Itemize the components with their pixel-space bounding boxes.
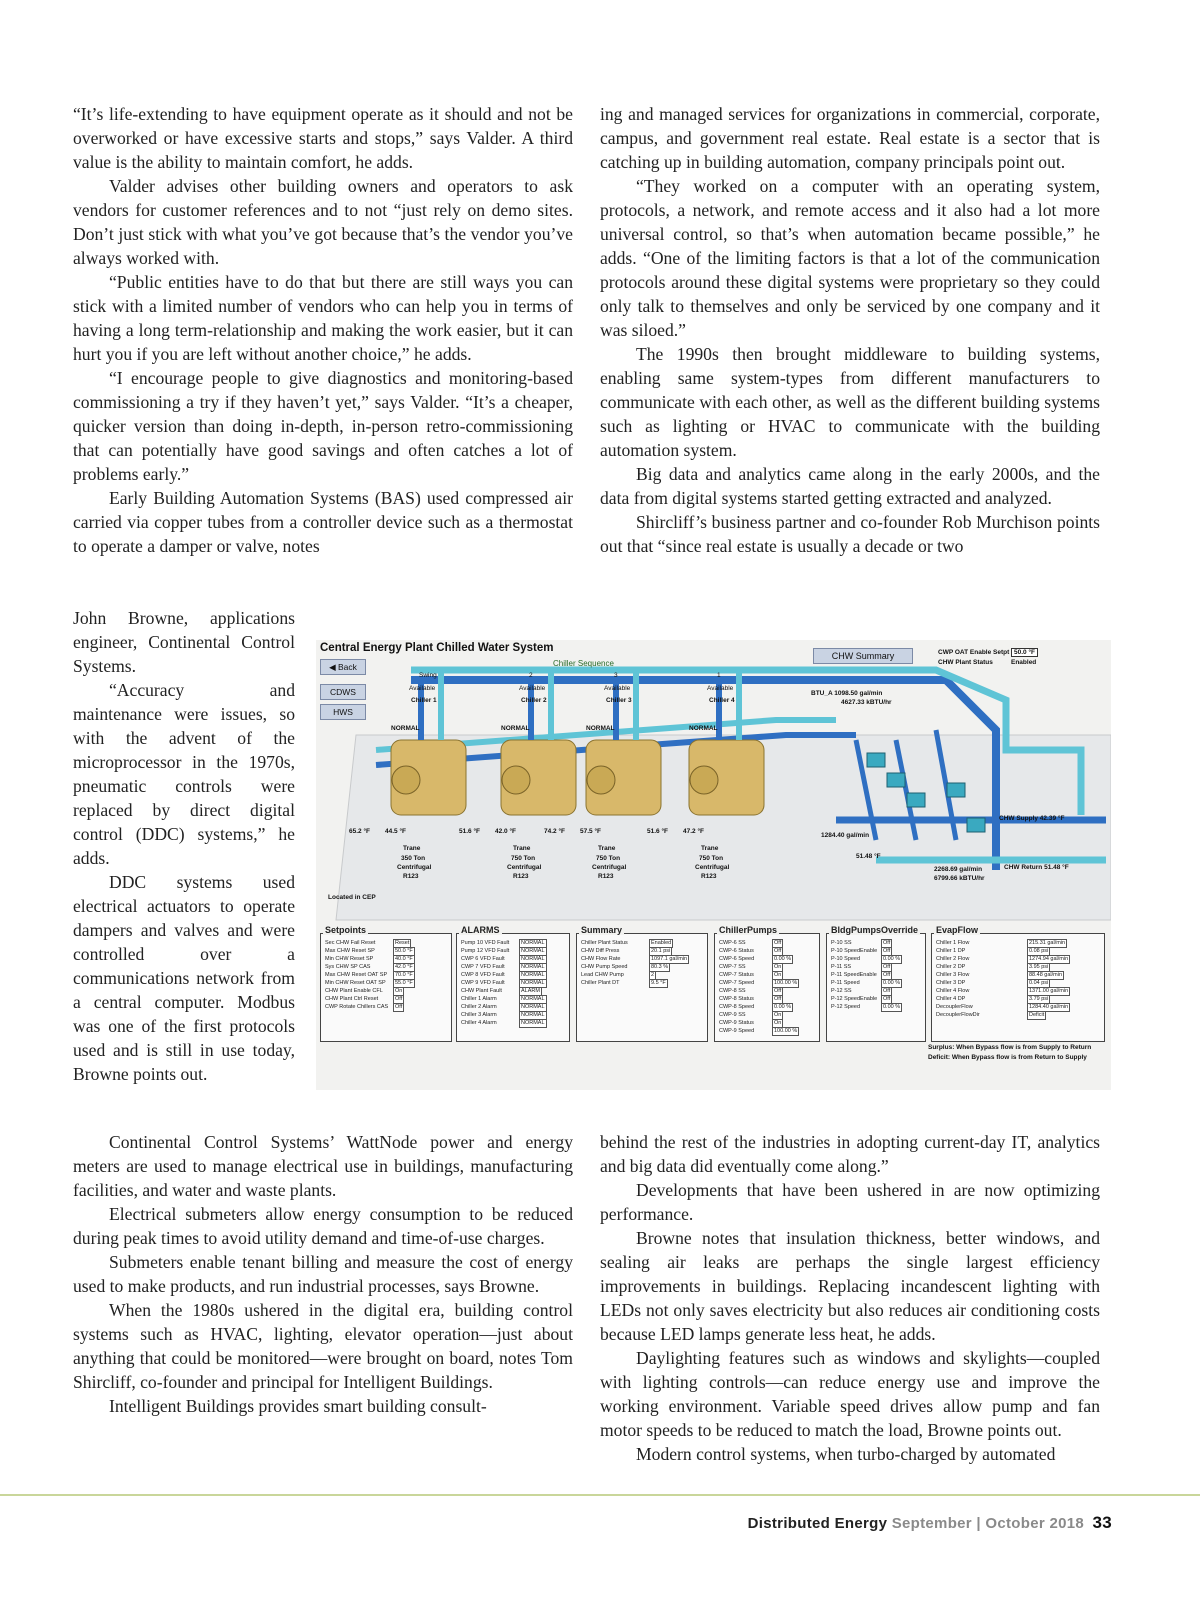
panel-row-label: P-11 SS — [831, 964, 852, 970]
chiller-status: NORMAL — [689, 725, 718, 732]
panel-row-label: CWP-7 Speed — [719, 980, 755, 986]
panel-row-label: Chiller 4 DP — [936, 996, 966, 1002]
paragraph: John Browne, applications engineer, Continental Control Systems. — [73, 608, 295, 676]
paragraph: Continental Control Systems’ WattNode power and energy meters are used to manage electrical use in buildings, manufacturing facilities, and water and waste plants. — [73, 1132, 573, 1200]
panel-row-label: P-10 Speed — [831, 956, 861, 962]
panel-row-value[interactable]: 0.08 psi — [1029, 948, 1049, 954]
chiller-refrigerant: R123 — [701, 873, 717, 880]
paragraph: behind the rest of the industries in adopting current-day IT, analytics and big data did eventually come along.” — [600, 1132, 1100, 1176]
panel-row-value[interactable]: NORMAL — [521, 1004, 545, 1010]
panel-row-label: CWP-9 Speed — [719, 1028, 755, 1034]
panel-summary — [576, 925, 708, 1042]
panel-row-label: CWP-6 Speed — [719, 956, 755, 962]
panel-row-label: Chiller 3 Alarm — [461, 1012, 497, 1018]
paragraph: “Public entities have to do that but there are still ways you can stick with a limited number of vendors who can help you in terms of having a long term-relationship and making the work easier, but it can hurt you if you are left without another choice,” he adds. — [73, 272, 573, 364]
paragraph: Shircliff’s business partner and co-founder Rob Murchison points out that “since real estate is usually a decade or two — [600, 512, 1100, 556]
panel-title: Summary — [581, 925, 623, 935]
hws-button[interactable]: HWS — [320, 704, 366, 720]
panel-row-label: P-12 SS — [831, 988, 852, 994]
pump-unit — [907, 793, 925, 807]
panel-row-label: Chiller 1 DP — [936, 948, 966, 954]
panel-row-value[interactable]: 70.0 °F — [395, 972, 413, 978]
panel-setpoints — [320, 925, 452, 1042]
paragraph: Early Building Automation Systems (BAS) used compressed air carried via copper tubes from a controller device such as a thermostat to operate a damper or valve, notes — [73, 488, 573, 556]
panel-row-value[interactable]: 9.5 °F — [651, 980, 666, 986]
panel-row-value[interactable]: Deficit — [1029, 1012, 1045, 1018]
panel-row-label: CWP 9 VFD Fault — [461, 980, 505, 986]
panel-row-value[interactable]: 55.0 °F — [395, 980, 413, 986]
panel-row-value[interactable]: 88.48 gal/min — [1029, 972, 1063, 978]
panel-row-label: CHW Plant Enable CFL — [325, 988, 383, 994]
panel-row-label: Max CHW Reset SP — [325, 948, 375, 954]
panel-row-value[interactable]: 100.00 % — [774, 980, 798, 986]
paragraph: Developments that have been ushered in are now optimizing performance. — [600, 1180, 1100, 1224]
panel-row-label: CWP Rotate Chillers CAS — [325, 1004, 389, 1010]
panel-row-value[interactable]: 3.79 psi — [1029, 996, 1049, 1002]
paragraph: “Accuracy and maintenance were issues, so with the advent of the microprocessor in the 1970s, pneumatic controls were replaced by direct digital control (DDC) systems,” he adds. — [73, 680, 295, 868]
panel-row-label: Chiller 4 Flow — [936, 988, 970, 994]
panel-row-label: Pump 10 VFD Fault — [461, 940, 510, 946]
chiller-status: NORMAL — [501, 725, 530, 732]
panel-row-value[interactable]: 20.1 psi — [651, 948, 671, 954]
panel-row-label: CWP-6 SS — [719, 940, 746, 946]
panel-evapflow — [931, 925, 1105, 1042]
chiller-name: Chiller 4 — [709, 697, 735, 704]
panel-row-value[interactable]: 40.0 °F — [395, 956, 413, 962]
panel-row-label: CWP-8 SS — [719, 988, 746, 994]
panel-row-value[interactable]: 0.04 psi — [1029, 980, 1049, 986]
chiller-tons: 750 Ton — [596, 855, 621, 862]
article-column-right-top — [600, 102, 1100, 558]
panel-row-label: Sec CHW Fail Reset — [325, 940, 376, 946]
panel-row-value[interactable]: Off — [883, 964, 891, 970]
panel-row-value[interactable]: NORMAL — [521, 996, 545, 1002]
chw-return-label: CHW Return 51.48 °F — [1004, 864, 1069, 871]
paragraph: Intelligent Buildings provides smart building consult- — [109, 1396, 487, 1416]
chiller-refrigerant: R123 — [513, 873, 529, 880]
panel-row-value[interactable]: Off — [774, 948, 782, 954]
pump-unit — [867, 753, 885, 767]
chiller-temp-out: 42.0 °F — [495, 828, 517, 835]
panel-row-label: CHW Plant Fault — [461, 988, 502, 994]
plant-status-label: CHW Plant Status — [938, 659, 993, 666]
panel-row-label: Chiller Plant Status — [581, 940, 628, 946]
footer-rule — [0, 1494, 1200, 1496]
paragraph: Browne notes that insulation thickness, better windows, and sealing air leaks are perhaps the single largest efficiency improvements in buildings. Replacing incandescent lighting with LEDs not only saves electricity but also reduces air conditioning costs because LED lamps generate less heat, he adds. — [600, 1228, 1100, 1344]
panel-row-value[interactable]: On — [774, 1012, 782, 1018]
panel-row-label: CWP-7 Status — [719, 972, 754, 978]
chiller-temp-out: 57.5 °F — [580, 828, 602, 835]
return-flow-label: 2268.69 gal/min — [934, 866, 983, 873]
paragraph: DDC systems used electrical actuators to operate dampers and valves and were controlled over a communications network from a central computer. Modbus was one of the first protocols used and is still in use today, Browne points out. — [73, 872, 295, 1084]
oat-setpt-label: CWP OAT Enable Setpt — [938, 649, 1010, 656]
chiller-tons: 350 Ton — [401, 855, 426, 862]
page-number: 33 — [1092, 1513, 1112, 1532]
panel-row-value[interactable]: Off — [774, 940, 782, 946]
panel-row-value[interactable]: 2 — [651, 972, 655, 978]
panel-row-value[interactable]: 42.0 °F — [395, 964, 413, 970]
article-column-left-bottom — [73, 1130, 573, 1418]
panel-row-label: CWP-8 Status — [719, 996, 754, 1002]
panel-row-value[interactable]: Enabled — [651, 940, 672, 946]
panel-row-label: CWP 7 VFD Fault — [461, 964, 505, 970]
panel-row-value[interactable]: 0.00 % — [883, 956, 901, 962]
panel-bldgpumpsoverride — [826, 925, 926, 1042]
paragraph: Valder advises other building owners and operators to ask vendors for customer references and to not “just rely on demo sites. Don’t just stick with what you’ve got because that’s the vendor you’ve always worked with. — [73, 176, 573, 268]
chiller-tons: 750 Ton — [511, 855, 536, 862]
panel-row-value[interactable]: 0.00 % — [774, 956, 792, 962]
chiller-status: NORMAL — [391, 725, 420, 732]
chw-supply-label: CHW Supply 42.39 °F — [999, 815, 1065, 822]
cdws-button[interactable]: CDWS — [320, 684, 366, 700]
oat-setpt-value[interactable]: 50.0 °F — [1011, 648, 1038, 657]
page-footer — [748, 1513, 1112, 1533]
panel-row-label: DecouplerFlow — [936, 1004, 973, 1010]
chiller-type: Centrifugal — [507, 864, 542, 871]
panel-title: Setpoints — [325, 925, 367, 935]
panel-row-label: CWP 6 VFD Fault — [461, 956, 505, 962]
chiller-temp-in: 65.2 °F — [349, 828, 371, 835]
panel-row-label: Min CHW Reset OAT SP — [325, 980, 386, 986]
panel-row-value[interactable]: NORMAL — [521, 964, 545, 970]
article-column-narrow — [73, 606, 295, 1086]
panel-row-value[interactable]: Off — [883, 948, 891, 954]
panel-row-value[interactable]: Off — [774, 996, 782, 1002]
panel-row-value[interactable]: 0.00 % — [774, 1004, 792, 1010]
chiller-avail: Available — [707, 685, 734, 692]
chiller-avail: Available — [519, 685, 546, 692]
panel-row-value[interactable]: 50.0 °F — [395, 948, 413, 954]
paragraph: The 1990s then brought middleware to building systems, enabling same system-types from different manufacturers to communicate with each other, as well as the different building systems such as lighting or HVAC to communicate with the building automation system. — [600, 344, 1100, 460]
compressor — [392, 766, 420, 794]
chiller-refrigerant: R123 — [403, 873, 419, 880]
paragraph: Submeters enable tenant billing and measure the cost of energy used to make products, and run industrial processes, says Browne. — [73, 1252, 573, 1296]
panel-row-label: P-12 Speed — [831, 1004, 861, 1010]
paragraph: Modern control systems, when turbo-charged by automated — [636, 1444, 1056, 1464]
panel-row-label: Chiller 1 Alarm — [461, 996, 497, 1002]
magazine-name: Distributed Energy — [747, 1515, 888, 1532]
chiller-refrigerant: R123 — [598, 873, 614, 880]
panel-row-label: Min CHW Reset SP — [325, 956, 374, 962]
panel-row-value[interactable]: NORMAL — [521, 940, 545, 946]
panel-row-value[interactable]: ALARM — [521, 988, 540, 994]
panel-row-value[interactable]: On — [395, 988, 403, 994]
chiller-temp-out: 44.5 °F — [385, 828, 407, 835]
panel-row-label: Pump 12 VFD Fault — [461, 948, 510, 954]
panel-row-label: P-11 Speed — [831, 980, 860, 986]
panel-row-value[interactable]: On — [774, 964, 782, 970]
chiller-name: Chiller 2 — [521, 697, 547, 704]
panel-row-value[interactable]: Off — [395, 996, 403, 1002]
chiller-name: Chiller 1 — [411, 697, 437, 704]
panel-row-value[interactable]: 1284.40 gal/min — [1029, 1004, 1069, 1010]
chiller-make: Trane — [598, 845, 616, 852]
paragraph: Daylighting features such as windows and skylights—coupled with lighting controls—can reduce energy use and improve the working environment. Variable speed drives allow pump and fan motor speeds to be reduced to match the load, Browne points out. — [600, 1348, 1100, 1440]
panel-alarms — [456, 925, 570, 1042]
panel-row-label: Chiller 1 Flow — [936, 940, 970, 946]
chiller-sequence-label: Chiller Sequence — [553, 659, 614, 668]
chiller-tons: 750 Ton — [699, 855, 724, 862]
panel-row-label: Chiller 3 Flow — [936, 972, 970, 978]
panel-row-label: Chiller 3 DP — [936, 980, 966, 986]
panel-row-value[interactable]: Off — [395, 1004, 403, 1010]
panel-row-label: CWP-9 Status — [719, 1020, 754, 1026]
panel-row-label: CHW Pump Speed — [581, 964, 628, 970]
panel-row-value[interactable]: NORMAL — [521, 956, 545, 962]
panel-row-label: Lead CHW Pump — [581, 972, 624, 978]
panel-title: ChillerPumps — [719, 925, 778, 935]
panel-row-value[interactable]: On — [774, 972, 782, 978]
decoupler-flow-label: 1284.40 gal/min — [821, 832, 870, 839]
pump-unit — [887, 773, 905, 787]
pump-unit — [967, 818, 985, 832]
return-energy-label: 6799.66 kBTU/hr — [934, 875, 985, 882]
panel-row-value[interactable]: On — [774, 1020, 782, 1026]
panel-row-label: CWP-7 SS — [719, 964, 746, 970]
panel-row-value[interactable]: Off — [883, 996, 891, 1002]
panel-chillerpumps — [714, 925, 820, 1042]
chiller-temp-in: 51.6 °F — [647, 828, 669, 835]
chiller-avail: Available — [409, 685, 436, 692]
btu-flow-label: BTU_A 1098.50 gal/min — [811, 690, 883, 697]
panel-row-label: CWP 8 VFD Fault — [461, 972, 505, 978]
panel-row-label: Chiller Plant DT — [581, 980, 620, 986]
panel-row-label: Chiller 2 Alarm — [461, 1004, 497, 1010]
panel-title: ALARMS — [461, 925, 500, 935]
chiller-name: Chiller 3 — [606, 697, 632, 704]
decoupler-temp-label: 51.48 °F — [856, 853, 881, 860]
issue-date: September | October 2018 — [891, 1515, 1085, 1532]
paragraph: “It’s life-extending to have equipment operate as it should and not be overworked or have excessive starts and stops,” says Valder. A third value is the ability to maintain comfort, he adds. — [73, 104, 573, 172]
panel-row-label: P-10 SpeedEnable — [831, 948, 878, 954]
located-label: Located in CEP — [328, 894, 376, 901]
panel-row-label: DecouplerFlowDir — [936, 1012, 980, 1018]
chiller-temp-out: 47.2 °F — [683, 828, 705, 835]
panel-row-value[interactable]: 0.00 % — [883, 1004, 901, 1010]
chiller-temp-in: 51.6 °F — [459, 828, 481, 835]
panel-row-value[interactable]: NORMAL — [521, 972, 545, 978]
panel-row-value[interactable]: 80.3 % — [651, 964, 669, 970]
plant-status-value: Enabled — [1011, 659, 1037, 666]
panel-row-value[interactable]: 100.00 % — [774, 1028, 798, 1034]
paragraph: “I encourage people to give diagnostics and monitoring-based commissioning a try if they haven’t yet,” says Valder. “It’s a cheaper, quicker version than doing in-depth, in-person retro-commissioning that can potentially have good savings and often catches a lot of problems early.” — [73, 368, 573, 484]
chiller-temp-in: 74.2 °F — [544, 828, 566, 835]
chilled-water-system-figure — [316, 640, 1111, 1090]
btu-energy-label: 4627.33 kBTU/hr — [841, 699, 892, 706]
chiller-avail: Available — [604, 685, 631, 692]
panel-row-label: Chiller 4 Alarm — [461, 1020, 497, 1026]
paragraph: Electrical submeters allow energy consumption to be reduced during peak times to avoid utility demand and time-of-use charges. — [73, 1204, 573, 1248]
panel-row-value[interactable]: Reset — [395, 940, 410, 946]
back-button[interactable]: ◀ Back — [320, 659, 366, 675]
panel-row-label: Sys CHW SP CAS — [325, 964, 371, 970]
chiller-type: Centrifugal — [397, 864, 432, 871]
panel-title: BldgPumpsOverride — [831, 925, 919, 935]
chw-summary-button[interactable]: CHW Summary — [813, 648, 913, 664]
panel-row-value[interactable]: 1097.1 gal/min — [651, 956, 688, 962]
panel-row-label: CHW Plant Ctrl Reset — [325, 996, 379, 1002]
deficit-note: Deficit: When Bypass flow is from Return to Supply — [928, 1054, 1087, 1061]
panel-row-value[interactable]: Off — [883, 972, 891, 978]
panel-row-value[interactable]: NORMAL — [521, 948, 545, 954]
article-column-right-bottom — [600, 1130, 1100, 1466]
panel-row-value[interactable]: 1371.00 gal/min — [1029, 988, 1069, 994]
chiller-seq: Swing — [419, 672, 437, 679]
article-column-left-top — [73, 102, 573, 558]
panel-row-value[interactable]: NORMAL — [521, 980, 545, 986]
panel-row-label: P-10 SS — [831, 940, 852, 946]
paragraph: When the 1980s ushered in the digital era, building control systems such as HVAC, lighting, elevator operation—just about anything that could be monitored—were brought on board, notes Tom Shircliff, co-founder and principal for Intelligent Buildings. — [73, 1300, 573, 1392]
chiller-make: Trane — [701, 845, 719, 852]
chiller-seq: 1 — [717, 672, 721, 679]
panel-row-label: Chiller 2 DP — [936, 964, 966, 970]
compressor — [502, 766, 530, 794]
panel-row-value[interactable]: 0.00 % — [883, 980, 901, 986]
compressor — [587, 766, 615, 794]
panel-row-label: CHW Flow Rate — [581, 956, 621, 962]
panel-row-value[interactable]: NORMAL — [521, 1012, 545, 1018]
surplus-note: Surplus: When Bypass flow is from Supply to Return — [928, 1044, 1092, 1051]
compressor — [690, 766, 718, 794]
panel-row-value[interactable]: 3.95 psi — [1029, 964, 1049, 970]
panel-row-value[interactable]: NORMAL — [521, 1020, 545, 1026]
panel-row-label: CHW Diff Press — [581, 948, 620, 954]
chiller-type: Centrifugal — [695, 864, 730, 871]
paragraph: “They worked on a computer with an operating system, protocols, a network, and remote access and it also had a lot more universal control, so that’s when automation became possible,” he adds. “One of the limiting factors is that a lot of the communication protocols around these digital systems were proprietary so they could only talk to themselves and only be serviced by one company and it was siloed.” — [600, 176, 1100, 340]
paragraph: Big data and analytics came along in the early 2000s, and the data from digital systems started getting extracted and analyzed. — [600, 464, 1100, 508]
chiller-type: Centrifugal — [592, 864, 627, 871]
panel-row-value[interactable]: Off — [883, 940, 891, 946]
panel-row-label: Chiller 2 Flow — [936, 956, 970, 962]
figure-title: Central Energy Plant Chilled Water System — [320, 642, 554, 654]
chiller-status: NORMAL — [586, 725, 615, 732]
panel-row-label: P-11 SpeedEnable — [831, 972, 877, 978]
panel-row-label: CWP-6 Status — [719, 948, 754, 954]
pump-unit — [947, 783, 965, 797]
panel-row-value[interactable]: 215.31 gal/min — [1029, 940, 1066, 946]
panel-row-value[interactable]: Off — [883, 988, 891, 994]
panel-row-label: Max CHW Reset OAT SP — [325, 972, 388, 978]
panel-row-label: CWP-8 Speed — [719, 1004, 755, 1010]
chiller-make: Trane — [513, 845, 531, 852]
panel-title: EvapFlow — [936, 925, 979, 935]
chiller-seq: 2 — [529, 672, 533, 679]
panel-row-label: CWP-9 SS — [719, 1012, 746, 1018]
paragraph: ing and managed services for organizations in commercial, corporate, campus, and government real estate. Real estate is a sector that is catching up in building automation, company principals point out. — [600, 104, 1100, 172]
panel-row-value[interactable]: 1274.94 gal/min — [1029, 956, 1069, 962]
chiller-make: Trane — [403, 845, 421, 852]
panel-row-value[interactable]: Off — [774, 988, 782, 994]
chiller-seq: 3 — [614, 672, 618, 679]
panel-row-label: P-12 SpeedEnable — [831, 996, 878, 1002]
